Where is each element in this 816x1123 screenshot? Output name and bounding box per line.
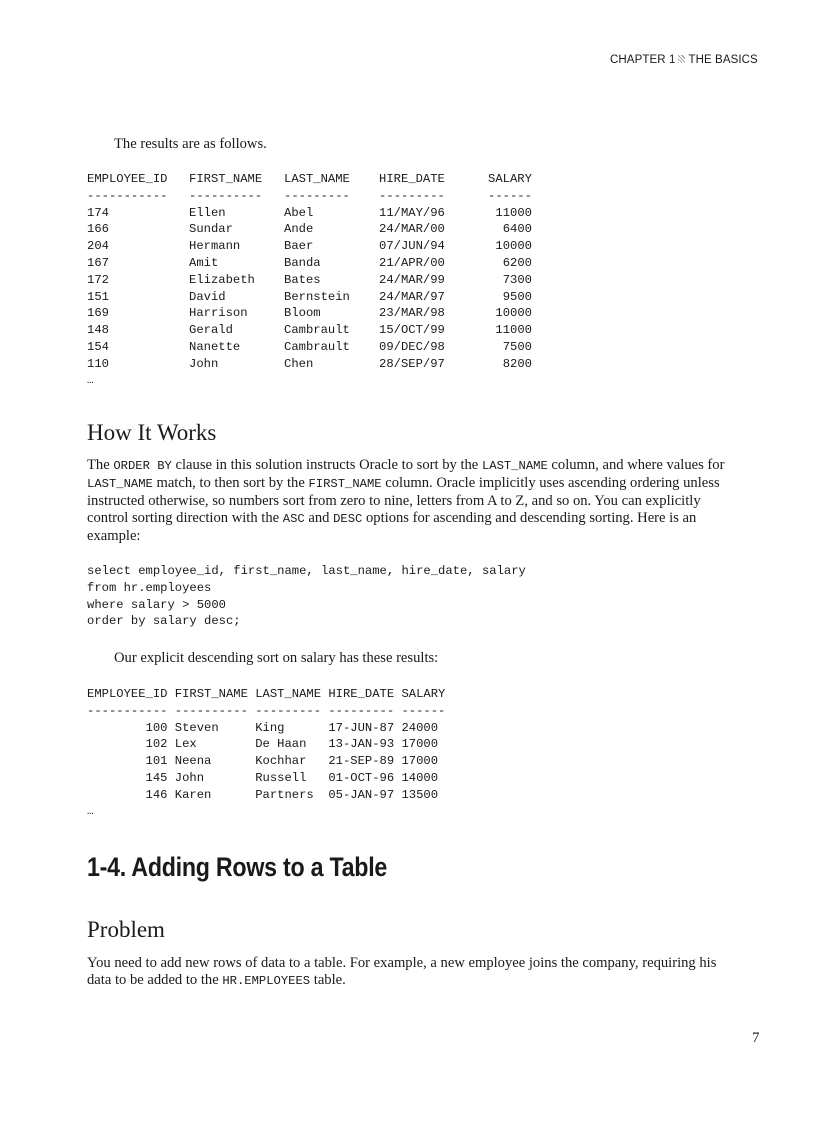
table-cell: 15/OCT/99	[379, 323, 445, 338]
table-cell: 167	[87, 255, 109, 270]
table-cell: Amit	[189, 255, 219, 270]
table-cell: 09/DEC/98	[379, 339, 445, 354]
column-header: SALARY	[488, 172, 532, 186]
table-cell: 169	[87, 306, 109, 321]
table-cell: Cambrault	[284, 339, 350, 354]
table1-ellipsis: …	[87, 374, 94, 387]
table-cell: Cambrault	[284, 323, 350, 338]
para-text: You need to add new rows of data to a table. For example, a new employee joins the company, requiring his data to be added to the	[87, 955, 717, 988]
table-cell: 7300	[502, 272, 532, 287]
results-table-1	[87, 171, 532, 387]
table-cell: Nanette	[189, 339, 241, 354]
results-sentence: Our explicit descending sort on salary has these results:	[114, 650, 439, 666]
dash-cell: -----------	[87, 188, 168, 203]
para-text: column. Oracle implicitly uses ascending ordering unless instructed otherwise, so numbers sort from zero to nine, letters from A to Z, and so on. You can explicitly control sorting direction with the	[87, 475, 720, 526]
running-head-chapter: CHAPTER 1	[610, 54, 676, 66]
table-cell: Ande	[284, 222, 314, 237]
how-it-works-heading: How It Works	[87, 420, 217, 445]
table-cell: 10000	[495, 239, 532, 254]
table-cell: John	[189, 356, 219, 371]
table-cell: 24/MAR/00	[379, 222, 445, 237]
table-dash-row	[87, 188, 532, 205]
table-header-row	[87, 171, 532, 188]
running-head	[610, 54, 758, 66]
table-row	[87, 289, 532, 306]
table-cell: 9500	[502, 289, 532, 304]
table-cell: David	[189, 289, 226, 304]
table-cell: 24/MAR/99	[379, 272, 445, 287]
table-cell: 21/APR/00	[379, 255, 445, 270]
table-cell: 11/MAY/96	[379, 205, 445, 220]
para-text: and	[304, 510, 334, 526]
code-last-name: LAST_NAME	[87, 477, 153, 491]
para-text: options for ascending and descending sorting. Here is an example:	[87, 510, 697, 544]
table-cell: 148	[87, 323, 109, 338]
recipe-heading: 1-4. Adding Rows to a Table	[87, 852, 388, 882]
table-cell: 174	[87, 205, 109, 220]
table-cell: Bates	[284, 272, 321, 287]
table-cell: 24/MAR/97	[379, 289, 445, 304]
table-cell: 11000	[495, 323, 532, 338]
column-header: EMPLOYEE_ID	[87, 172, 168, 186]
table-cell: 11000	[495, 205, 532, 220]
table-cell: Bernstein	[284, 289, 350, 304]
problem-paragraph	[87, 955, 727, 990]
table-row	[87, 255, 532, 272]
para-text: match, to then sort by the	[152, 475, 309, 491]
problem-heading: Problem	[87, 917, 165, 942]
table-row	[87, 322, 532, 339]
how-it-works-paragraph	[87, 457, 727, 545]
intro-sentence: The results are as follows.	[114, 136, 267, 152]
table-cell: 154	[87, 339, 109, 354]
table-cell: Baer	[284, 239, 314, 254]
table-row	[87, 205, 532, 222]
para-text: clause in this solution instructs Oracle to sort by the	[171, 457, 482, 473]
column-header: LAST_NAME	[284, 172, 350, 186]
dash-cell: ----------	[189, 188, 263, 203]
dash-cell: ---------	[379, 188, 445, 203]
code-order-by: ORDER BY	[113, 459, 172, 473]
table-cell: 28/SEP/97	[379, 356, 445, 371]
code-asc: ASC	[282, 512, 305, 526]
table-cell: Sundar	[189, 222, 233, 237]
table-cell: 166	[87, 222, 109, 237]
table-cell: 07/JUN/94	[379, 239, 445, 254]
code-desc: DESC	[333, 512, 363, 526]
table-cell: Gerald	[189, 323, 233, 338]
code-last-name: LAST_NAME	[481, 459, 548, 473]
dash-cell: ---------	[284, 188, 350, 203]
table-cell: Bloom	[284, 306, 321, 321]
code-first-name: FIRST_NAME	[308, 477, 382, 491]
para-text: table.	[310, 972, 346, 988]
column-header: HIRE_DATE	[379, 172, 445, 186]
results-table-2-text: EMPLOYEE_ID FIRST_NAME LAST_NAME HIRE_DATE SALARY ----------- ---------- --------- --------- ------ 100 Steven King 17-JUN-87 24000 102 Lex De Haan 13-JAN-93 17000 101 Neena Kochhar 21-SEP-89 17000 145 John Russell 01-OCT-96 14000 146 Karen Partners 05-JAN-97 13500	[87, 687, 446, 802]
code-hr-employees: HR.EMPLOYEES	[222, 974, 311, 988]
table-cell: Harrison	[189, 306, 248, 321]
table-row	[87, 305, 532, 322]
problem-section	[87, 917, 165, 943]
table2-ellipsis: …	[87, 805, 94, 818]
sql-code-block	[87, 563, 526, 630]
table-row	[87, 356, 532, 373]
table-cell: 8200	[502, 356, 532, 371]
table-row	[87, 221, 532, 238]
recipe-section	[87, 852, 436, 883]
table-cell: 110	[87, 356, 109, 371]
table-cell: Abel	[284, 205, 314, 220]
table-row	[87, 238, 532, 255]
results-table-2	[87, 686, 445, 818]
sql-code: select employee_id, first_name, last_name, hire_date, salary from hr.employees where salary > 5000 order by salary desc;	[87, 564, 526, 629]
table-cell: Chen	[284, 356, 314, 371]
table-cell: Elizabeth	[189, 272, 255, 287]
table-row	[87, 272, 532, 289]
table-cell: 6400	[502, 222, 532, 237]
para-text: The	[87, 457, 114, 473]
table-row	[87, 339, 532, 356]
table-cell: 10000	[495, 306, 532, 321]
para-text: column, and where values for	[547, 457, 725, 473]
table-cell: 23/MAR/98	[379, 306, 445, 321]
table-cell: Hermann	[189, 239, 241, 254]
table-cell: 7500	[502, 339, 532, 354]
column-header: FIRST_NAME	[189, 172, 263, 186]
table-cell: 151	[87, 289, 109, 304]
table-cell: 6200	[502, 255, 532, 270]
table-cell: Banda	[284, 255, 321, 270]
table-cell: 204	[87, 239, 109, 254]
running-head-title: THE BASICS	[688, 54, 758, 66]
table-cell: Ellen	[189, 205, 226, 220]
how-it-works-section	[87, 420, 216, 446]
page-number: 7	[752, 1030, 760, 1046]
separator-icon	[678, 55, 685, 63]
dash-cell: ------	[488, 188, 532, 203]
results-table-1-grid	[87, 171, 532, 373]
table-cell: 172	[87, 272, 109, 287]
